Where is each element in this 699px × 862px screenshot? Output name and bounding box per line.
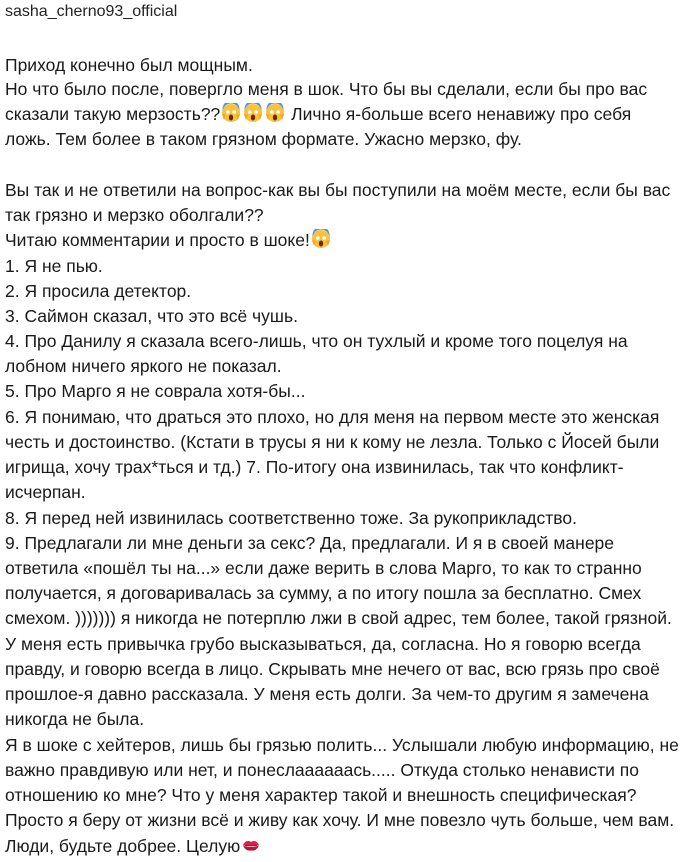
- post-line: У меня есть привычка грубо высказываться, да, согласна. Но я говорю всегда: [5, 634, 641, 654]
- post-line: 3. Саймон сказал, что это всё чушь.: [5, 306, 298, 326]
- post-line: никогда не была.: [5, 709, 145, 729]
- post-line: игрища, хочу трах*ться и тд.) 7. По-итогу она извинилась, так что конфликт-: [5, 457, 624, 477]
- post-line: честь и достоинство. (Кстати в трусы я ни к кому не лезла. Только с Йосей были: [5, 432, 660, 452]
- post-line: Приход конечно был мощным.: [5, 55, 253, 75]
- post-line: лобном ничего яркого не показал.: [5, 356, 282, 376]
- post-line: отношению ко мне? Что у меня характер такой и внешность специфическая?: [5, 785, 637, 805]
- post-line: правду, и говорю всегда в лицо. Скрывать мне нечего от вас, всю грязь про своё: [5, 659, 660, 679]
- post-line: смехом. ))))))) я никогда не потерплю лжи в свой адрес, тем более, такой грязной.: [5, 608, 672, 628]
- post-username[interactable]: sasha_cherno93_official: [5, 3, 178, 20]
- post-line: 6. Я понимаю, что драться это плохо, но для меня на первом месте это женская: [5, 407, 660, 427]
- post-line: Вы так и не ответили на вопрос-как вы бы поступили на моём месте, если бы вас: [5, 180, 671, 200]
- post-line: исчерпан.: [5, 482, 86, 502]
- post-line: ложь. Тем более в таком грязном формате. Ужасно мерзко, фу.: [5, 129, 522, 149]
- screaming-face-icon: [311, 229, 331, 249]
- kiss-mark-icon: [241, 835, 261, 855]
- post-line: получается, я договаривалась за сумму, а по итогу пошла за бесплатно. Смех: [5, 583, 642, 603]
- post-line: 1. Я не пью.: [5, 256, 103, 276]
- post-line: 2. Я просила детектор.: [5, 281, 192, 301]
- post-line: так грязно и мерзко оболгали??: [5, 205, 264, 225]
- post-line: Читаю комментарии и просто в шоке!: [5, 227, 332, 253]
- post-line: 9. Предлагали ли мне деньги за секс? Да, предлагали. И я в своей манере: [5, 533, 615, 553]
- post-line: Просто я беру от жизни всё и живу как хочу. И мне повезло чуть больше, чем вам.: [5, 810, 675, 830]
- screaming-face-icon: [265, 103, 285, 123]
- post-line: 5. Про Марго я не соврала хотя-бы...: [5, 381, 306, 401]
- screaming-face-icon: [243, 103, 263, 123]
- post-line: Но что было после, повергло меня в шок. Что бы вы сделали, если бы про вас: [5, 79, 648, 99]
- post-line: Люди, будьте добрее. Целую: [5, 833, 262, 859]
- post-line: ответила «пошёл ты на...» если даже верить в слова Марго, то как то странно: [5, 558, 642, 578]
- post-line: прошлое-я давно рассказала. У меня есть долги. За чем-то другим я замечена: [5, 684, 649, 704]
- post-line: важно правдивую или нет, и понеслаааааась..... Откуда столько ненависти по: [5, 760, 639, 780]
- post-line: 4. Про Данилу я сказала всего-лишь, что он тухлый и кроме того поцелуя на: [5, 331, 628, 351]
- screaming-face-icon: [221, 103, 241, 123]
- post-line: Я в шоке с хейтеров, лишь бы грязью полить... Услышали любую информацию, не: [5, 735, 679, 755]
- post-line: сказали такую мерзость?? Лично я-больше всего ненавижу про себя: [5, 101, 631, 127]
- post-line: 8. Я перед ней извинилась соответственно тоже. За рукоприкладство.: [5, 508, 577, 528]
